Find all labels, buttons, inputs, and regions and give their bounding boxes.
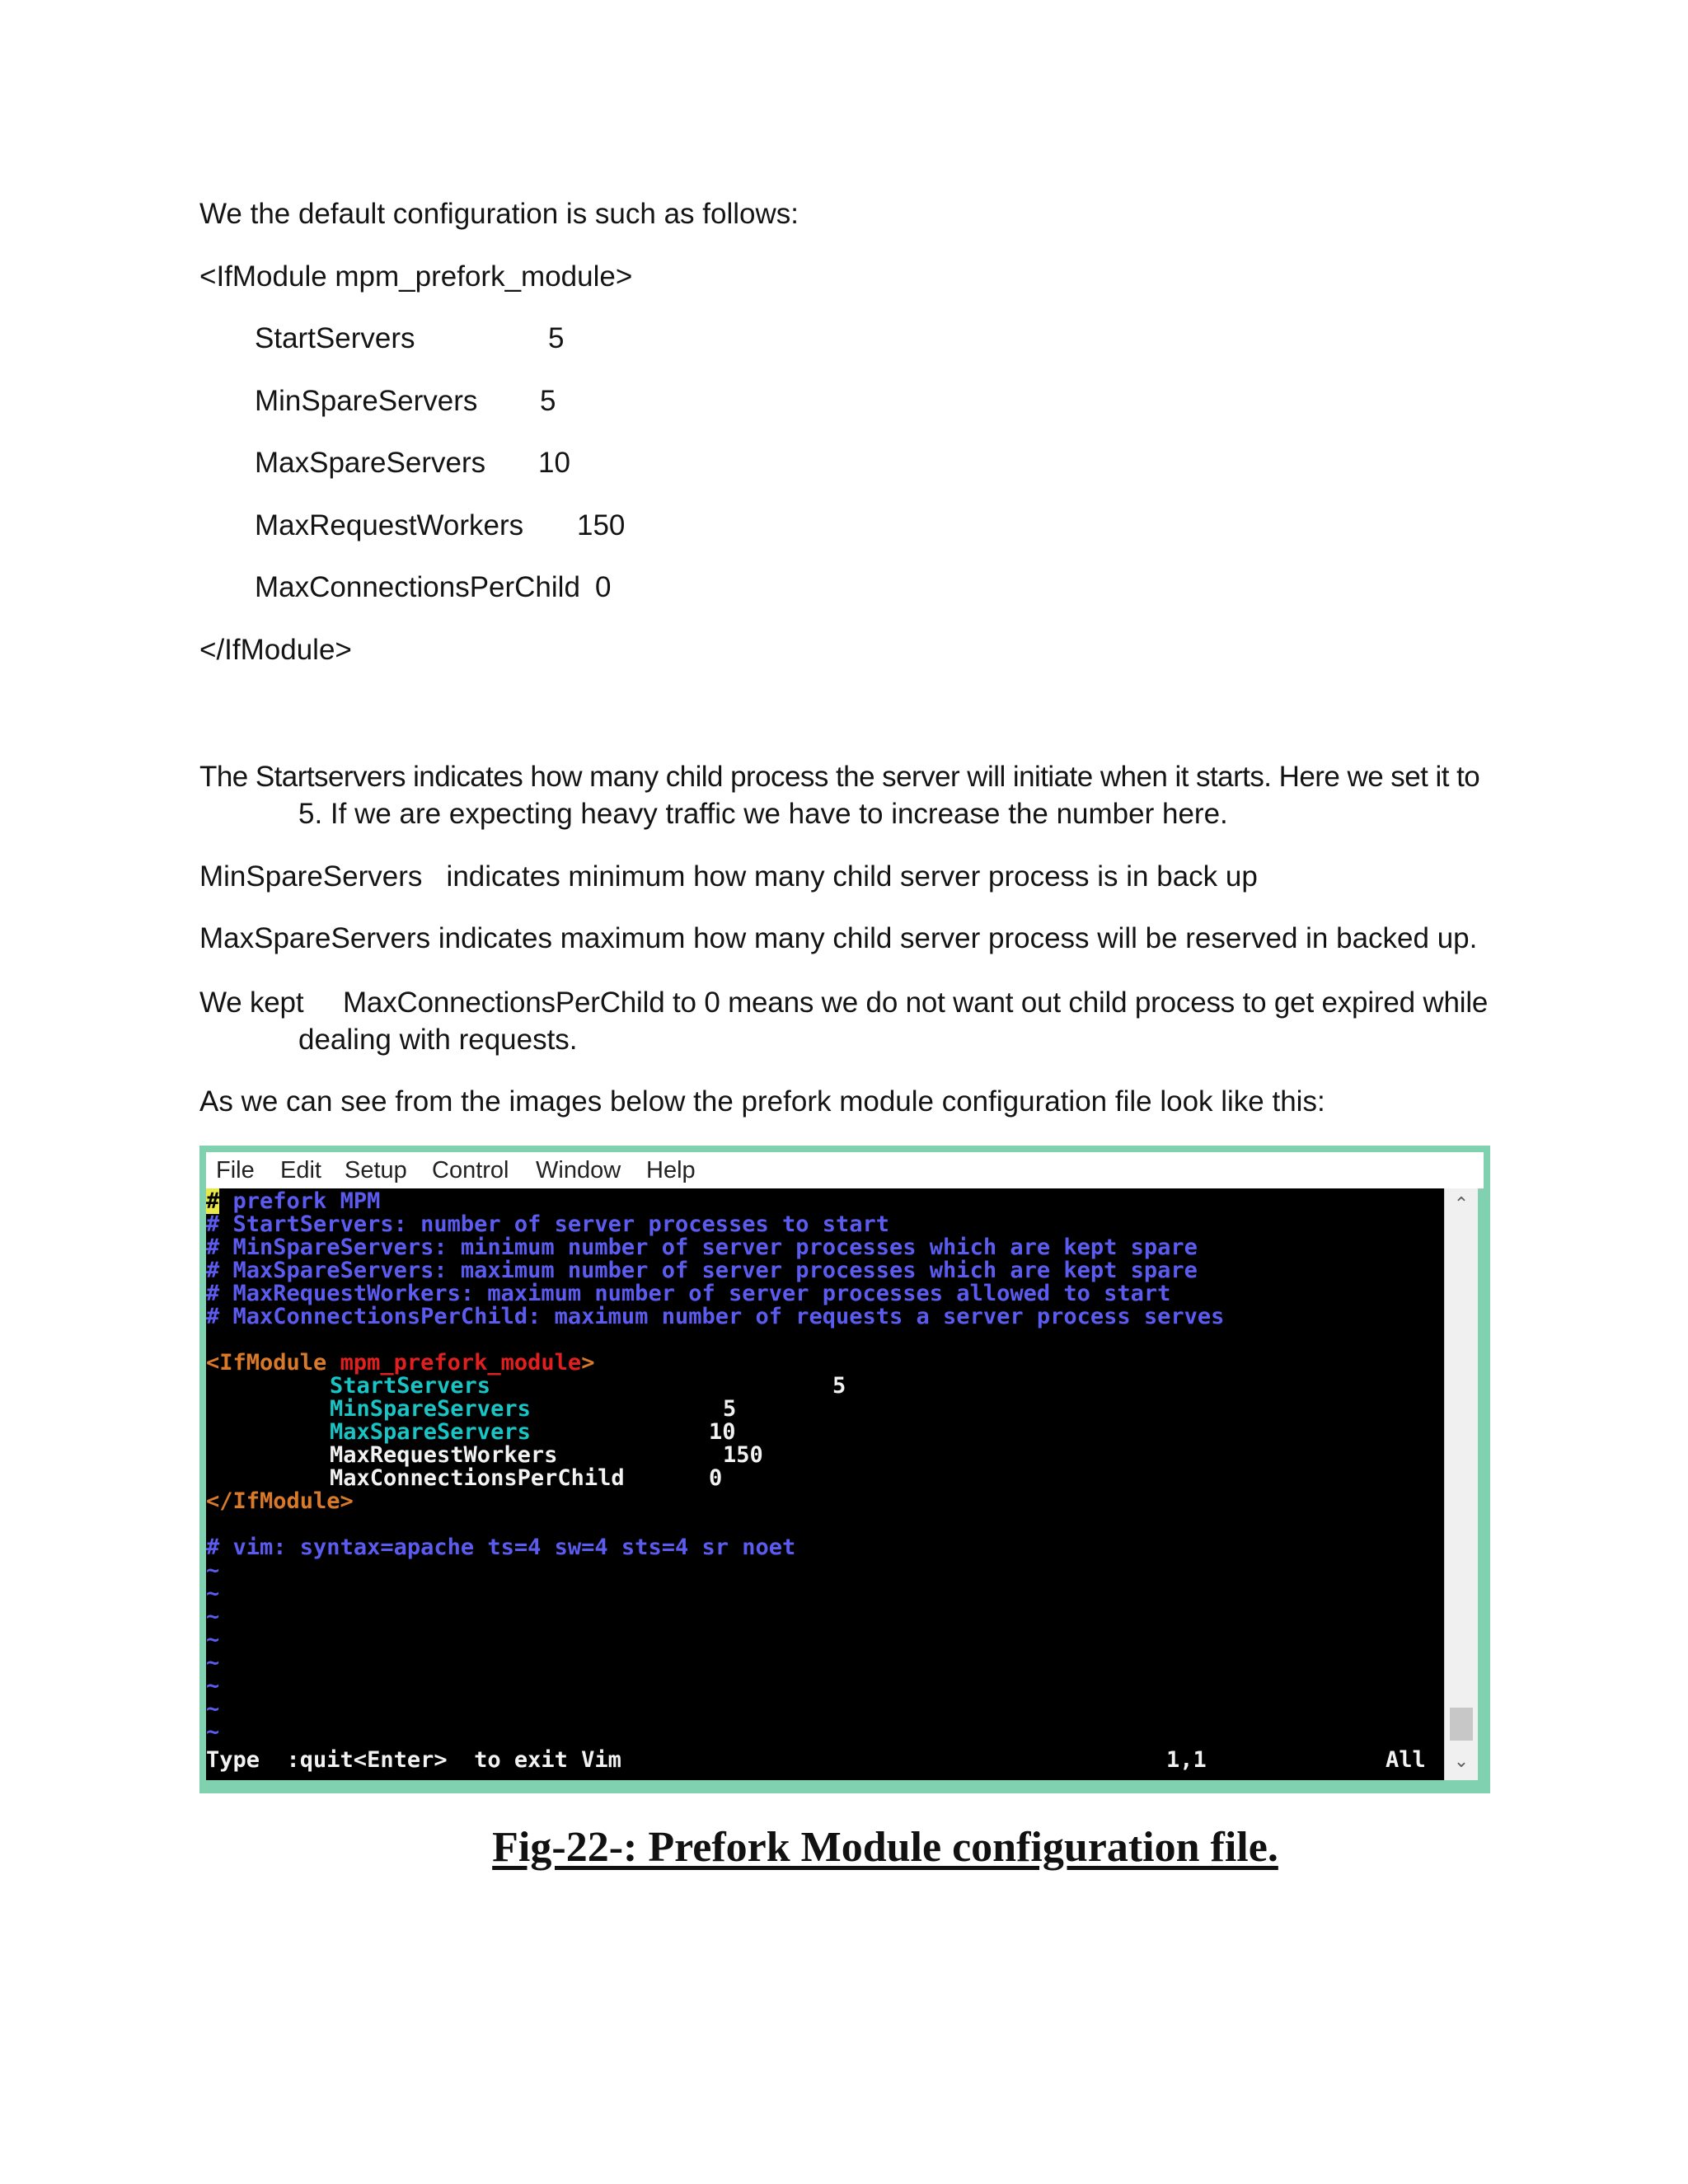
- paragraph-startservers-line2: 5. If we are expecting heavy traffic we have to increase the number here.: [298, 798, 1228, 830]
- terminal-tilde: ~: [206, 1581, 220, 1606]
- paragraph-maxconnections: [199, 984, 1490, 1058]
- config-key-startservers: StartServers: [255, 322, 415, 354]
- terminal-comment-line: [206, 1259, 1198, 1282]
- menu-file[interactable]: File: [216, 1157, 255, 1183]
- hash-mark: #: [206, 1535, 220, 1560]
- config-key-maxspareservers: MaxSpareServers: [255, 447, 486, 479]
- paragraph-maxspareservers: [199, 920, 1490, 957]
- terminal-status-position: 1,1: [1166, 1747, 1207, 1773]
- menu-control[interactable]: Control: [432, 1157, 509, 1183]
- terminal-tilde: ~: [206, 1604, 220, 1629]
- terminal-directive-maxconn-key: MaxConnectionsPerChild: [330, 1465, 625, 1491]
- ifmodule-open-token: <IfModule: [206, 1350, 327, 1376]
- scroll-up-icon[interactable]: ⌃: [1453, 1194, 1470, 1215]
- comment-text: MaxRequestWorkers: maximum number of server processes allowed to start: [219, 1281, 1171, 1306]
- terminal-tilde: ~: [206, 1627, 220, 1652]
- terminal-directive-maxspare-val: 10: [709, 1419, 736, 1445]
- terminal-status-message: Type :quit<Enter> to exit Vim: [206, 1747, 621, 1773]
- terminal-directive-maxreq-val: 150: [723, 1442, 763, 1468]
- modeline-text: vim: syntax=apache ts=4 sw=4 sts=4 sr noet: [219, 1535, 796, 1560]
- gt-token: >: [581, 1350, 595, 1376]
- menu-window[interactable]: Window: [536, 1157, 621, 1183]
- paragraph-startservers: [199, 758, 1490, 832]
- intro-text: We the default configuration is such as follows:: [199, 198, 799, 230]
- hash-mark: #: [206, 1212, 220, 1237]
- menu-edit[interactable]: Edit: [280, 1157, 321, 1183]
- paragraph-maxspareservers-text: MaxSpareServers indicates maximum how many child server process will be reserved in backed up.: [199, 922, 1478, 954]
- terminal-modeline: [206, 1536, 795, 1559]
- comment-text: MaxConnectionsPerChild: maximum number of requests a server process serves: [219, 1304, 1225, 1329]
- terminal-directive-minspare-key: [330, 1398, 531, 1421]
- module-name-token: mpm_prefork_module: [340, 1350, 582, 1376]
- terminal-comment-line: [206, 1236, 1198, 1259]
- config-close-tag: </IfModule>: [199, 634, 352, 666]
- terminal-tilde: ~: [206, 1558, 220, 1583]
- comment-text: StartServers: number of server processes to start: [219, 1212, 890, 1237]
- hash-mark: #: [206, 1304, 220, 1329]
- terminal-screen[interactable]: [206, 1188, 1444, 1780]
- config-value-maxspareservers: 10: [538, 447, 570, 479]
- hash-mark: #: [206, 1258, 220, 1283]
- directive-key: MinSpareServers: [330, 1396, 531, 1422]
- terminal-tilde: ~: [206, 1673, 220, 1699]
- terminal-status-all: All: [1386, 1747, 1426, 1773]
- terminal-tilde: ~: [206, 1650, 220, 1675]
- paragraph-maxconnections-line1: We kept MaxConnectionsPerChild to 0 means we do not want out child process to get expired while: [199, 987, 1489, 1019]
- terminal-directive-maxreq-key: MaxRequestWorkers: [330, 1442, 558, 1468]
- terminal-directive-minspare-val: 5: [723, 1396, 737, 1422]
- terminal-directive-start-val: 5: [832, 1373, 846, 1399]
- config-key-maxrequestworkers: MaxRequestWorkers: [255, 509, 524, 541]
- terminal-ifmodule-close: </IfModule>: [206, 1488, 354, 1514]
- paragraph-images-intro-text: As we can see from the images below the prefork module configuration file look like this:: [199, 1085, 1325, 1118]
- hash-mark: #: [206, 1281, 220, 1306]
- config-key-maxconnectionsperchild: MaxConnectionsPerChild: [255, 571, 580, 603]
- config-key-minspareservers: MinSpareServers: [255, 385, 478, 417]
- paragraph-maxconnections-line2: dealing with requests.: [298, 1024, 578, 1056]
- terminal-cursor: #: [206, 1188, 220, 1214]
- terminal-scrollbar[interactable]: [1444, 1188, 1478, 1780]
- config-value-minspareservers: 5: [540, 385, 556, 417]
- config-value-maxrequestworkers: 150: [577, 509, 626, 541]
- comment-text: MinSpareServers: minimum number of server processes which are kept spare: [219, 1235, 1198, 1260]
- terminal-comment-line: [206, 1282, 1170, 1305]
- scroll-thumb[interactable]: [1450, 1708, 1473, 1741]
- terminal-directive-maxspare-key: [330, 1421, 531, 1444]
- paragraph-minspareservers: [199, 858, 1490, 895]
- comment-text: MaxSpareServers: maximum number of server processes which are kept spare: [219, 1258, 1198, 1283]
- scroll-down-icon[interactable]: ⌄: [1453, 1751, 1470, 1772]
- menu-setup[interactable]: Setup: [345, 1157, 407, 1183]
- directive-key: MaxSpareServers: [330, 1419, 531, 1445]
- terminal-tilde: ~: [206, 1696, 220, 1722]
- terminal-menubar: [206, 1152, 1484, 1189]
- config-value-maxconnectionsperchild: 0: [595, 571, 612, 603]
- terminal-directive-start-key: [330, 1375, 490, 1398]
- terminal-figure: [199, 1146, 1490, 1793]
- terminal-comment-line: [206, 1305, 1224, 1329]
- menu-help[interactable]: Help: [646, 1157, 696, 1183]
- paragraph-startservers-line1: The Startservers indicates how many child process the server will initiate when it starts. Here we set it to: [199, 761, 1480, 793]
- terminal-directive-maxconn-val: 0: [709, 1465, 723, 1491]
- config-value-startservers: 5: [548, 322, 565, 354]
- hash-mark: #: [206, 1235, 220, 1260]
- comment-text: prefork MPM: [219, 1188, 381, 1214]
- paragraph-minspareservers-text: MinSpareServers indicates minimum how many child server process is in back up: [199, 860, 1258, 893]
- terminal-comment-line: [206, 1190, 380, 1213]
- terminal-ifmodule-open: [206, 1352, 594, 1375]
- directive-key: StartServers: [330, 1373, 491, 1399]
- figure-caption: Fig-22-: Prefork Module configuration file.: [492, 1824, 1278, 1871]
- terminal-comment-line: [206, 1213, 889, 1236]
- terminal-tilde: ~: [206, 1719, 220, 1745]
- paragraph-images-intro: [199, 1083, 1490, 1120]
- config-open-tag: <IfModule mpm_prefork_module>: [199, 260, 633, 293]
